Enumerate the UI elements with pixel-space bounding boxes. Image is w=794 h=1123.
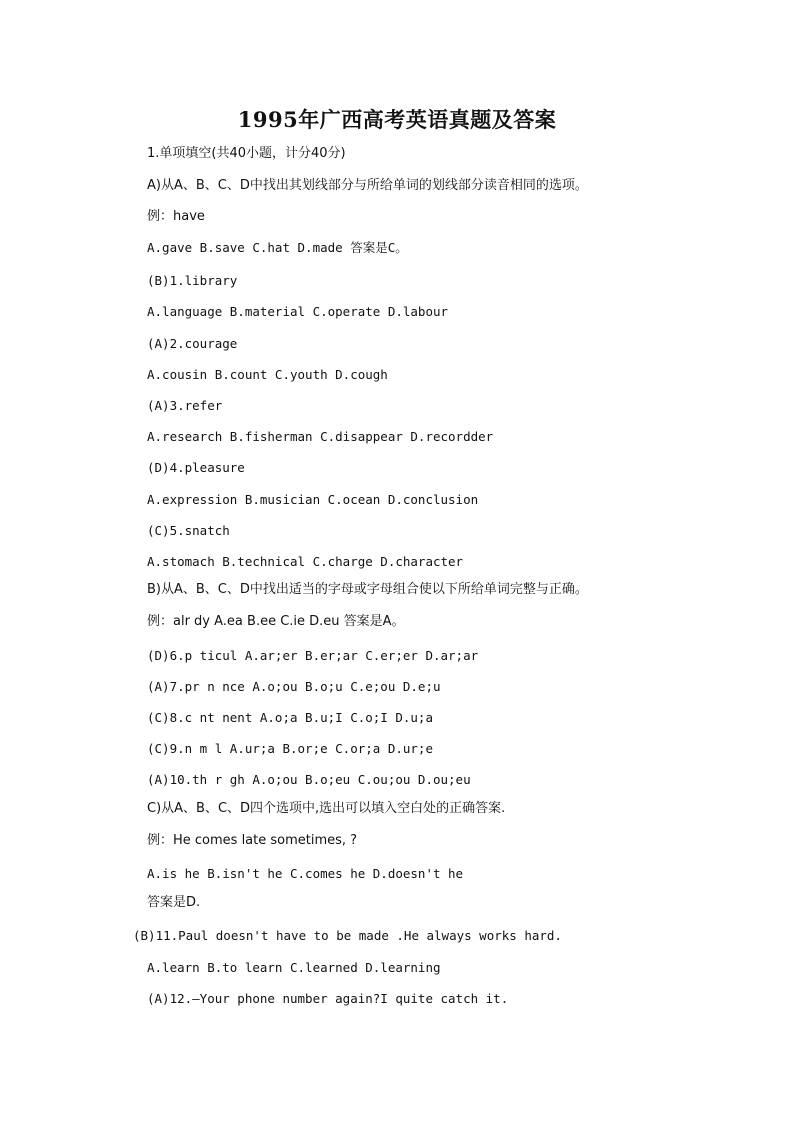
example-answer: 答案是D.	[147, 895, 201, 910]
example-line: 例：alr dy A.ea B.ee C.ie D.eu 答案是A。	[147, 614, 405, 629]
question-line: (A)7.pr n nce A.o;ou B.o;u C.e;ou D.e;u	[147, 679, 441, 694]
page-title: 1995年广西高考英语真题及答案	[237, 107, 557, 132]
example-options: A.is he B.isn't he C.comes he D.doesn't he	[147, 866, 464, 881]
question-line: (A)3.refer	[147, 398, 223, 413]
options-line: A.research B.fisherman C.disappear D.recordder	[147, 429, 494, 444]
section-heading: 1.单项填空(共40小题，计分40分)	[147, 146, 346, 161]
example-label: 例：have	[147, 209, 205, 224]
question-line: (C)5.snatch	[147, 523, 230, 538]
options-line: A.learn B.to learn C.learned D.learning	[147, 960, 441, 975]
question-line: (D)6.p ticul A.ar;er B.er;ar C.er;er D.ar;ar	[147, 648, 479, 663]
options-line: A.language B.material C.operate D.labour	[147, 304, 449, 319]
instruction-c: C)从A、B、C、D四个选项中,选出可以填入空白处的正确答案.	[147, 801, 506, 816]
instruction-a: A)从A、B、C、D中找出其划线部分与所给单词的划线部分读音相同的选项。	[147, 178, 588, 193]
question-line: (D)4.pleasure	[147, 460, 245, 475]
instruction-b: B)从A、B、C、D中找出适当的字母或字母组合使以下所给单词完整与正确。	[147, 582, 588, 597]
question-line: (A)12.—Your phone number again?I quite catch it.	[147, 991, 509, 1006]
question-line: (C)9.n m l A.ur;a B.or;e C.or;a D.ur;e	[147, 741, 433, 756]
question-line: (C)8.c nt nent A.o;a B.u;I C.o;I D.u;a	[147, 710, 433, 725]
options-line: A.expression B.musician C.ocean D.conclusion	[147, 492, 479, 507]
question-line: (B)1.library	[147, 273, 238, 288]
options-line: A.stomach B.technical C.charge D.character	[147, 554, 464, 569]
options-line: A.cousin B.count C.youth D.cough	[147, 367, 388, 382]
question-line: (A)10.th r gh A.o;ou B.o;eu C.ou;ou D.ou;eu	[147, 772, 471, 787]
question-line: (B)11.Paul doesn't have to be made .He always works hard.	[133, 928, 562, 943]
question-line: (A)2.courage	[147, 336, 238, 351]
example-options: A.gave B.save C.hat D.made 答案是C。	[147, 240, 408, 255]
example-line: 例：He comes late sometimes, ?	[147, 833, 358, 848]
